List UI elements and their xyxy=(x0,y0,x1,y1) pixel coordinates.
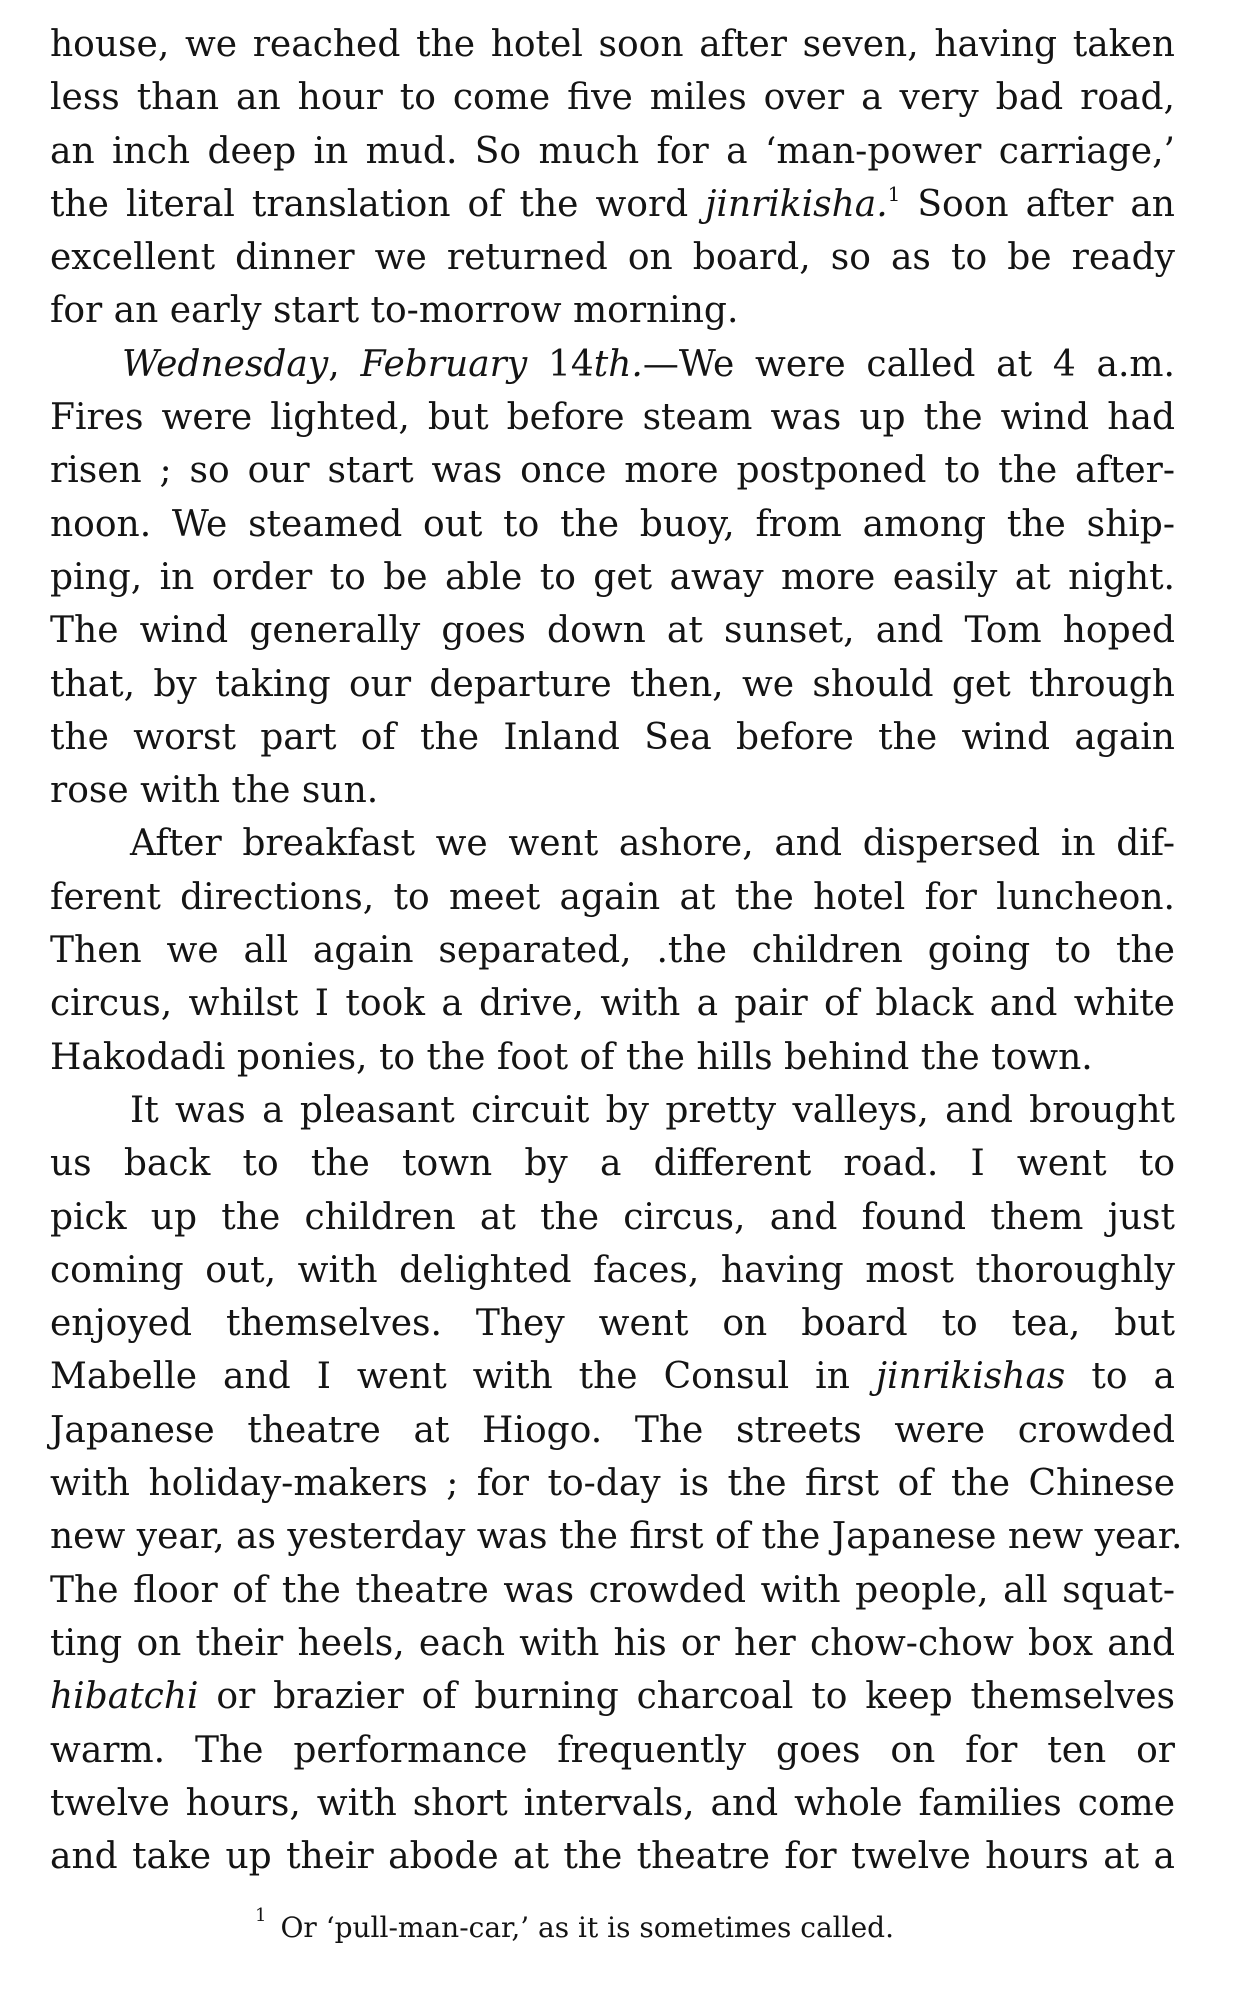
text-line: ferent directions, to meet again at the hotel for luncheon. xyxy=(50,876,1175,918)
text-line: ping, in order to be able to get away more easily at night. xyxy=(50,556,1175,598)
text-line: circus, whilst I took a drive, with a pair of black and white xyxy=(50,983,1175,1025)
text-line: twelve hours, with short intervals, and whole families come xyxy=(50,1782,1175,1824)
footnote-text: Or ‘pull-man-car,’ as it is sometimes called. xyxy=(280,1911,894,1944)
text-line: that, by taking our departure then, we should get through xyxy=(50,663,1175,705)
text-line: risen ; so our start was once more postponed to the after- xyxy=(50,450,1175,492)
book-page xyxy=(50,0,1183,2000)
text-line: pick up the children at the circus, and found them just xyxy=(50,1196,1175,1238)
text-run: Soon after an xyxy=(900,183,1175,225)
text-line: rose with the sun. xyxy=(50,770,379,812)
body-text xyxy=(50,18,1183,1883)
text-line: The wind generally goes down at sunset, and Tom hoped xyxy=(50,610,1175,652)
text-line: for an early start to-morrow morning. xyxy=(50,290,739,332)
text-run: to a xyxy=(1065,1356,1176,1398)
text-line: Hakodadi ponies, to the foot of the hills behind the town. xyxy=(50,1036,1093,1078)
paragraph-start-line: It was a pleasant circuit by pretty valleys, and brought xyxy=(130,1089,1175,1131)
text-line: noon. We steamed out to the buoy, from among the ship- xyxy=(50,503,1175,545)
italic-word: hibatchi xyxy=(50,1676,199,1718)
italic-month: February xyxy=(360,343,528,385)
text-line xyxy=(50,1350,1175,1403)
text-line: warm. The performance frequently goes on for ten or xyxy=(50,1729,1175,1771)
date-heading-line xyxy=(50,338,1175,391)
text-line: Fires were lighted, but before steam was up the wind had xyxy=(50,397,1175,439)
italic-suffix: th. xyxy=(593,343,643,385)
text-run: or brazier of burning charcoal to keep themselves xyxy=(198,1676,1175,1718)
italic-day: Wednesday xyxy=(122,343,329,385)
text-line: Then we all again separated, .the children going to the xyxy=(50,930,1175,972)
footnote xyxy=(255,1904,894,1948)
text-line: with holiday-makers ; for to-day is the first of the Chinese xyxy=(50,1463,1175,1505)
footnote-ref: 1 xyxy=(887,181,901,206)
italic-word: jinrikishas xyxy=(875,1356,1066,1398)
text-line: an inch deep in mud. So much for a ‘man-power carriage,’ xyxy=(50,130,1175,172)
text-line xyxy=(50,1670,1175,1723)
text-line: new year, as yesterday was the first of the Japanese new year. xyxy=(50,1516,1183,1558)
text-line: The floor of the theatre was crowded with people, all squat- xyxy=(50,1569,1175,1611)
text-line: coming out, with delighted faces, having most thoroughly xyxy=(50,1249,1175,1291)
text-line: the worst part of the Inland Sea before the wind again xyxy=(50,716,1175,758)
text-line: Japanese theatre at Hiogo. The streets were crowded xyxy=(50,1409,1175,1451)
text-line: excellent dinner we returned on board, so as to be ready xyxy=(50,237,1175,279)
text-line: house, we reached the hotel soon after seven, having taken xyxy=(50,24,1175,65)
text-line: enjoyed themselves. They went on board to tea, but xyxy=(50,1303,1175,1345)
text-run: the literal translation of the word xyxy=(50,183,706,225)
text-line: and take up their abode at the theatre for twelve hours at a xyxy=(50,1836,1175,1878)
text-line xyxy=(50,178,1175,231)
text-run: Mabelle and I went with the Consul in xyxy=(50,1356,876,1398)
text-line: ting on their heels, each with his or her chow-chow box and xyxy=(50,1622,1175,1664)
text-line: less than an hour to come five miles over a very bad road, xyxy=(50,77,1175,119)
italic-word: jinrikisha. xyxy=(705,183,888,225)
day-number: 14 xyxy=(527,343,594,385)
text-line: us back to the town by a different road. I went to xyxy=(50,1143,1175,1185)
text-run: —We were called at 4 a.m. xyxy=(642,343,1175,385)
text-run: , xyxy=(328,343,361,385)
paragraph-start-line: After breakfast we went ashore, and dispersed in dif- xyxy=(130,823,1175,865)
footnote-marker: 1 xyxy=(255,1904,267,1926)
